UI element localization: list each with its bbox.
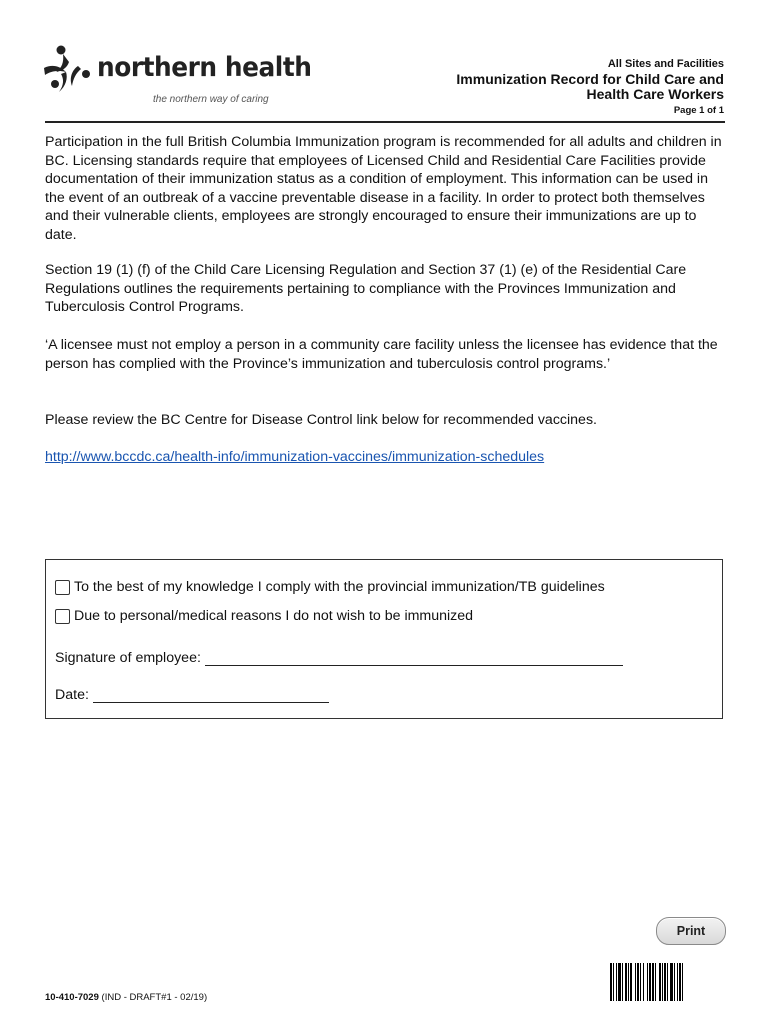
document-header: [0, 0, 770, 125]
decline-checkbox[interactable]: [55, 609, 70, 624]
signature-label: Signature of employee:: [55, 650, 201, 666]
comply-option: [55, 579, 605, 595]
logo-wordmark: northern health: [97, 52, 312, 83]
date-label: Date:: [55, 687, 89, 703]
signature-row: [55, 650, 623, 666]
logo-tagline: the northern way of caring: [153, 94, 269, 105]
paragraph-participation: Participation in the full British Columbia Immunization program is recommended for all adults and children in BC. Licensing standards require that employees of Licensed Child and Residential Care Facilities provide documentation of their immunization status as a condition of employment. This information can be used in the event of an outbreak of a vaccine preventable disease in a facility. In order to protect both themselves and their vulnerable clients, employees are strongly encouraged to ensure their immunizations are up to date.: [45, 134, 722, 243]
barcode-icon: [610, 963, 722, 1001]
employee-declaration-box: [45, 559, 723, 719]
sites-label: All Sites and Facilities: [607, 58, 724, 70]
paragraph-licensee-quote: ‘A licensee must not employ a person in a community care facility unless the licensee has evidence that the person has complied with the Province’s immunization and tuberculosis control programs.’: [45, 337, 718, 372]
page-number: Page 1 of 1: [673, 105, 724, 116]
signature-field[interactable]: [205, 650, 623, 666]
header-divider: [45, 121, 725, 123]
bccdc-link[interactable]: http://www.bccdc.ca/health-info/immunization-vaccines/immunization-schedules: [45, 449, 545, 465]
document-title: Immunization Record for Child Care and Health Care Workers: [456, 71, 724, 102]
decline-option: [55, 608, 473, 624]
paragraph-review-link: Please review the BC Centre for Disease Control link below for recommended vaccines.: [45, 412, 597, 428]
paragraph-section-19: Section 19 (1) (f) of the Child Care Licensing Regulation and Section 37 (1) (e) of the Residential Care Regulations outlines the requirements pertaining to compliance with the Provinces Immunization and Tuberculosis Control Programs.: [45, 262, 687, 316]
decline-label: Due to personal/medical reasons I do not wish to be immunized: [74, 608, 474, 624]
print-button[interactable]: Print: [656, 917, 726, 945]
date-field[interactable]: [93, 687, 329, 703]
form-code: 10-410-7029: [45, 992, 99, 1003]
northern-health-figure-icon: [42, 44, 94, 104]
date-row: [55, 687, 329, 703]
comply-label: To the best of my knowledge I comply with the provincial immunization/TB guidelines: [74, 579, 605, 595]
comply-checkbox[interactable]: [55, 580, 70, 595]
northern-health-logo: [42, 44, 312, 106]
form-footer: [45, 992, 207, 1003]
header-title-block: [414, 58, 724, 116]
form-version: (IND - DRAFT#1 - 02/19): [98, 992, 208, 1003]
